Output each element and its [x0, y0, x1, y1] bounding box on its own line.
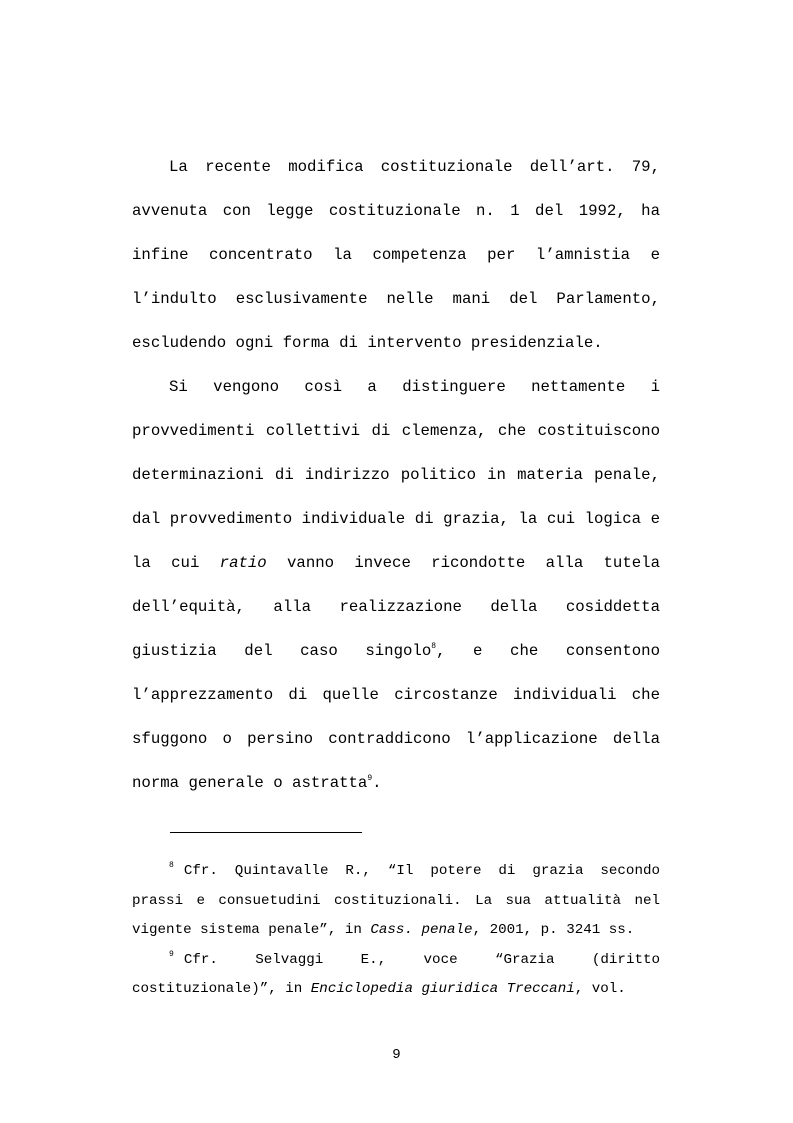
footnote-9 [132, 946, 660, 1005]
footnote-mark-8: 8 [169, 861, 174, 870]
page-number: 9 [392, 1047, 401, 1063]
paragraph-1: La recente modifica costituzionale dell’art. 79, avvenuta con legge costituzionale n. 1 del 1992, ha infine concentrato la competenza per l’amnistia e l’indulto esclusivamente nelle mani del Parlamento, escludendo ogni forma di intervento presidenziale. [132, 158, 660, 352]
paragraph-2-text-c: , e che consentono l’apprezzamento di quelle circostanze individuali che sfuggono o persino contraddicono l’applicazione della norma generale o astratta [132, 642, 660, 792]
footnote-ref-8[interactable]: 8 [431, 642, 437, 651]
paragraph-2-text-a: Si vengono così a distinguere nettamente i provvedimenti collettivi di clemenza, che costituiscono determinazioni di indirizzo politico in materia penale, dal provvedimento individuale di grazia, la cui logica e la cui [132, 378, 660, 572]
footnote-9-text-a: Cfr. Selvaggi E., voce “Grazia (diritto costituzionale)”, in [132, 951, 660, 997]
paragraph-2 [132, 365, 660, 805]
footnote-8 [132, 857, 660, 946]
ratio-italic: ratio [219, 554, 267, 572]
main-text [132, 145, 660, 805]
footnote-8-text-a: Cfr. Quintavalle R., “Il potere di grazia secondo prassi e consuetudini costituzionali. La sua attualità nel vigente sistema penale”, in [132, 863, 660, 938]
paragraph-2-text-b: vanno invece ricondotte alla tutela dell’equità, alla realizzazione della cosiddetta giustizia del caso singolo [132, 554, 661, 660]
footnote-8-text-b: , 2001, p. 3241 ss. [472, 922, 635, 938]
footnotes [132, 857, 660, 1005]
footnote-separator [170, 832, 362, 833]
footnote-8-italic: Cass. penale [370, 922, 473, 938]
paragraph-2-text-d: . [372, 774, 382, 792]
footnote-9-italic: Enciclopedia giuridica Treccani [310, 981, 575, 997]
footnote-mark-9: 9 [169, 949, 174, 959]
footnote-ref-9[interactable]: 9 [367, 774, 373, 783]
footnote-9-text-b: , vol. [574, 981, 626, 997]
